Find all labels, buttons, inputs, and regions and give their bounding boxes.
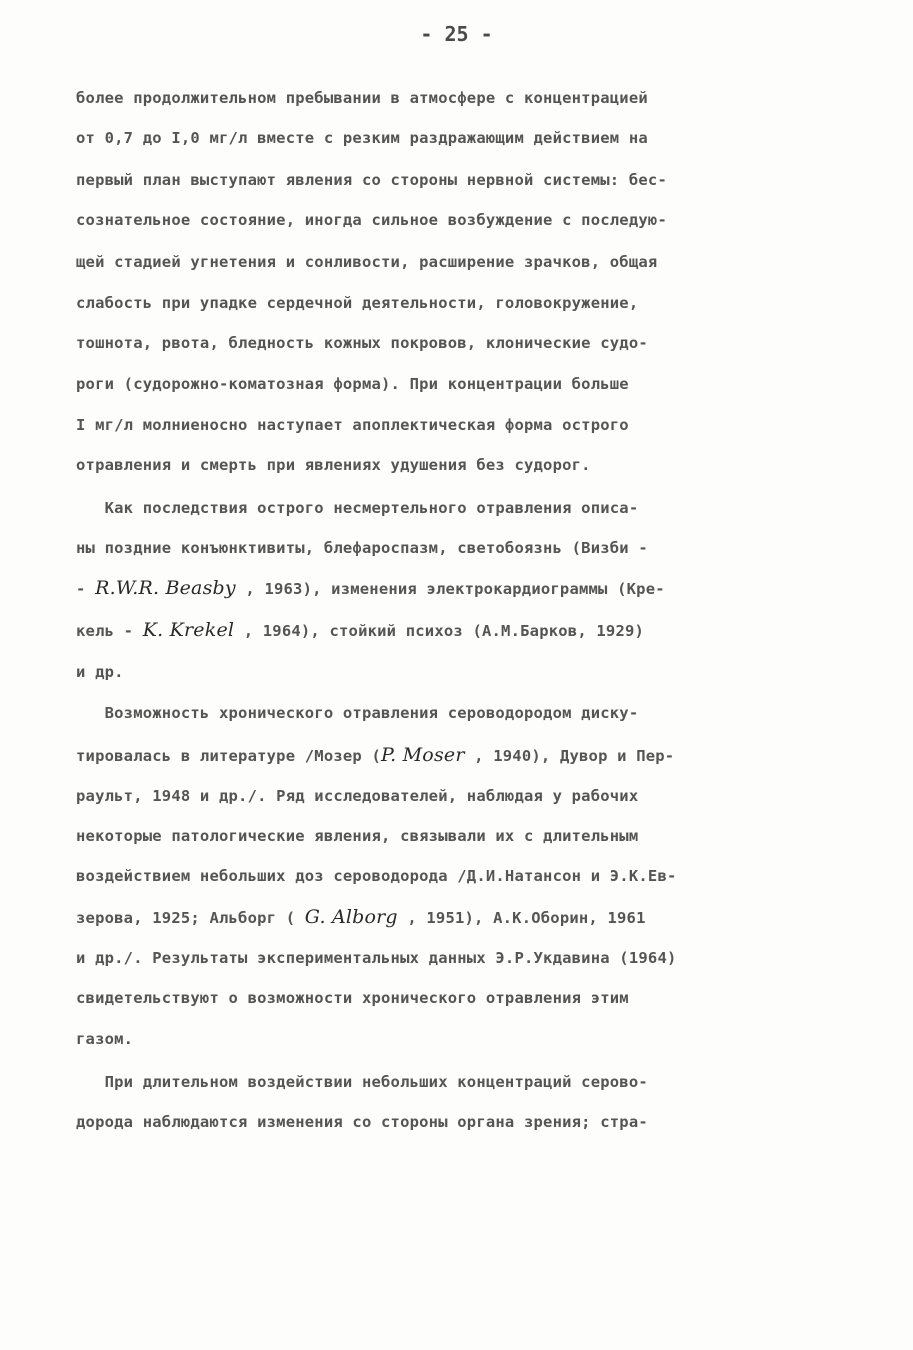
text-line: отравления и смерть при явлениях удушения без судорог.: [76, 456, 591, 474]
text-line: более продолжительном пребывании в атмосфере с концентрацией: [76, 89, 648, 107]
text-line: и др./. Результаты экспериментальных данных Э.Р.Укдавина (1964): [76, 949, 677, 967]
text-line: I мг/л молниеносно наступает апоплектическая форма острого: [76, 416, 629, 434]
text-line: воздействием небольших доз сероводорода /Д.И.Натансон и Э.К.Ев-: [76, 867, 677, 885]
text-line: ны поздние конъюнктивиты, блефароспазм, светобоязнь (Визби -: [76, 539, 648, 557]
typed-text: , 1964), стойкий психоз (А.М.Барков, 1929): [234, 622, 645, 640]
typed-text: тировалась в литературе /Мозер (: [76, 747, 382, 765]
typed-text: , 1963), изменения электрокардиограммы (Кре-: [235, 580, 665, 598]
text-line: При длительном воздействии небольших концентраций серово-: [76, 1073, 648, 1091]
text-line: Возможность хронического отравления сероводородом диску-: [76, 704, 639, 722]
text-line: от 0,7 до I,0 мг/л вместе с резким раздражающим действием на: [76, 129, 648, 147]
text-line: [76, 620, 644, 641]
text-line: раульт, 1948 и др./. Ряд исследователей, наблюдая у рабочих: [76, 787, 639, 805]
text-line: газом.: [76, 1030, 134, 1048]
text-line: [76, 578, 665, 599]
text-line: сознательное состояние, иногда сильное возбуждение с последую-: [76, 211, 667, 229]
handwritten-author-name: G. Alborg: [304, 906, 398, 928]
text-line: слабость при упадке сердечной деятельности, головокружение,: [76, 294, 639, 312]
text-line: первый план выступают явления со стороны нервной системы: бес-: [76, 171, 667, 189]
text-line: роги (судорожно-коматозная форма). При концентрации больше: [76, 375, 629, 393]
typed-text: , 1940), Дувор и Пер-: [464, 747, 675, 765]
text-line: тошнота, рвота, бледность кожных покровов, клонические судо-: [76, 334, 648, 352]
typed-text: зерова, 1925; Альборг (: [76, 909, 305, 927]
handwritten-author-name: P. Moser: [381, 744, 465, 766]
typed-text: кель -: [76, 622, 143, 640]
typed-text: , 1951), А.К.Оборин, 1961: [397, 909, 646, 927]
text-line: некоторые патологические явления, связывали их с длительным: [76, 827, 639, 845]
text-line: щей стадией угнетения и сонливости, расширение зрачков, общая: [76, 253, 658, 271]
handwritten-author-name: R.W.R. Beasby: [95, 577, 236, 599]
text-line: [76, 745, 674, 766]
text-line: [76, 907, 646, 928]
typed-text: -: [76, 580, 96, 598]
text-line: свидетельствуют о возможности хронического отравления этим: [76, 989, 629, 1007]
text-line: Как последствия острого несмертельного отравления описа-: [76, 499, 639, 517]
handwritten-author-name: K. Krekel: [142, 619, 235, 641]
text-line: и др.: [76, 663, 124, 681]
page-number: - 25 -: [420, 22, 493, 46]
text-line: дорода наблюдаются изменения со стороны органа зрения; стра-: [76, 1113, 648, 1131]
